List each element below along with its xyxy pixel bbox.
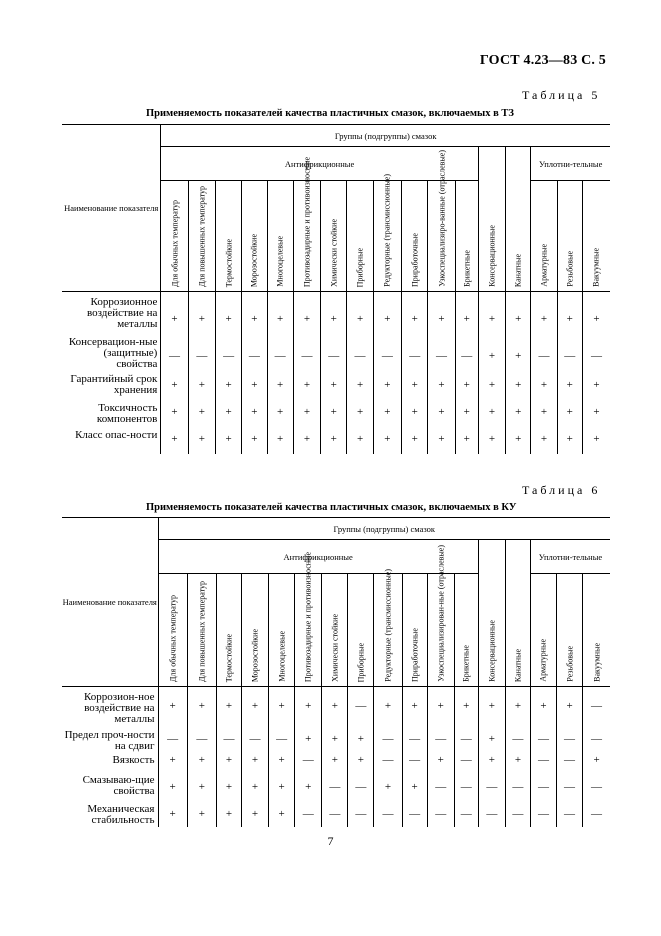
cell-mark: —: [382, 807, 394, 820]
cell-mark: —: [460, 732, 472, 745]
col-header: [583, 574, 610, 687]
cell-mark: +: [277, 405, 284, 418]
cell-mark: —: [409, 349, 421, 362]
cell-mark: +: [593, 405, 600, 418]
cell-mark: +: [438, 313, 445, 325]
cell-mark: +: [411, 313, 418, 325]
cell-mark: +: [251, 753, 259, 766]
cell-mark: +: [225, 405, 232, 418]
col-header: [531, 181, 557, 292]
col-header: [161, 181, 188, 292]
cell-mark: —: [196, 732, 208, 745]
col-header: [506, 147, 531, 292]
cell-mark: —: [196, 349, 208, 362]
table5-label: Таблица 5: [522, 88, 601, 102]
cell-mark: —: [355, 780, 367, 793]
cell-mark: —: [591, 780, 603, 793]
col-header: [402, 181, 428, 292]
column-label: Для повышенных температур: [197, 186, 207, 287]
cell-mark: —: [538, 349, 550, 362]
row-name: Класс опас-ности: [62, 427, 161, 454]
col-header: [530, 574, 556, 687]
cell-mark: —: [436, 349, 448, 362]
cell-mark: +: [463, 432, 470, 445]
groups-header: Группы (подгруппы) смазок: [158, 518, 610, 540]
cell-mark: +: [437, 700, 444, 712]
cell-mark: +: [330, 405, 337, 418]
cell-mark: —: [512, 807, 524, 820]
cell-mark: +: [198, 780, 205, 793]
cell-mark: —: [460, 753, 472, 766]
column-label: Для обычных температур: [170, 200, 179, 287]
cell-mark: —: [223, 349, 235, 362]
cell-mark: —: [537, 732, 549, 745]
col-header: [478, 540, 505, 687]
cell-mark: —: [486, 780, 498, 793]
cell-mark: +: [515, 378, 522, 391]
cell-mark: +: [411, 780, 418, 793]
cell-mark: +: [303, 405, 311, 418]
cell-mark: +: [356, 405, 364, 418]
cell-mark: +: [277, 432, 284, 445]
cell-mark: +: [225, 432, 232, 445]
cell-mark: —: [564, 732, 576, 745]
cell-mark: +: [566, 405, 573, 418]
cell-mark: +: [515, 432, 522, 445]
col-header: [267, 181, 293, 292]
column-label: Редукторные (трансмиссионные): [382, 174, 392, 287]
column-label: Приборные: [356, 642, 366, 682]
cell-mark: +: [540, 313, 548, 325]
row-name: Гарантийный срок хранения: [62, 371, 161, 400]
cell-mark: —: [461, 349, 473, 362]
page-header: ГОСТ 4.23—83 С. 5: [479, 53, 606, 68]
column-label: Вакуумные: [591, 248, 601, 287]
cell-mark: —: [409, 753, 421, 766]
cell-mark: —: [382, 753, 394, 766]
groups-header: Группы (подгруппы) смазок: [161, 125, 610, 147]
cell-mark: +: [330, 432, 337, 445]
cell-mark: +: [169, 780, 176, 793]
cell-mark: —: [564, 349, 576, 362]
cell-mark: —: [167, 732, 179, 745]
column-label: Консервационные: [487, 225, 497, 287]
cell-mark: +: [514, 700, 522, 712]
column-label: Морозостойкие: [250, 628, 260, 682]
cell-mark: +: [169, 753, 176, 766]
cell-mark: +: [331, 732, 338, 745]
column-label: Арматурные: [538, 639, 548, 682]
cell-mark: +: [488, 732, 495, 745]
sealing-header: Уплотни-тельные: [530, 540, 610, 574]
cell-mark: +: [330, 313, 337, 325]
column-label: Канатные: [513, 648, 523, 682]
column-label: Узкоспециализиро-ванные (отраслевые): [437, 150, 447, 287]
column-label: Многоцелевые: [275, 236, 285, 287]
cell-mark: —: [460, 807, 472, 820]
cell-mark: +: [463, 700, 470, 712]
col-header: [187, 574, 216, 687]
cell-mark: —: [435, 807, 447, 820]
table-row: [62, 400, 610, 427]
cell-mark: —: [409, 732, 421, 745]
cell-mark: +: [438, 432, 445, 445]
col-header: [582, 181, 610, 292]
col-header: [478, 147, 505, 292]
table-row: [62, 727, 610, 752]
cell-mark: +: [384, 405, 391, 418]
cell-mark: +: [198, 432, 205, 445]
cell-mark: +: [515, 313, 522, 325]
cell-mark: +: [277, 313, 284, 325]
column-label: Противозадирные и противоизносные: [303, 551, 313, 682]
cell-mark: +: [303, 313, 311, 325]
cell-mark: —: [276, 732, 288, 745]
cell-mark: +: [566, 700, 573, 712]
cell-mark: +: [540, 700, 547, 712]
cell-mark: —: [301, 349, 313, 362]
col-header: [348, 574, 374, 687]
cell-mark: +: [278, 780, 285, 793]
cell-mark: +: [225, 378, 232, 391]
col-header: [557, 574, 583, 687]
page-number: 7: [327, 834, 334, 848]
cell-mark: +: [384, 378, 391, 391]
column-label: Вакуумные: [592, 643, 602, 682]
table-row: [62, 427, 610, 454]
cell-mark: +: [330, 378, 337, 391]
cell-mark: +: [540, 405, 548, 418]
cell-mark: +: [278, 807, 285, 820]
cell-mark: +: [411, 405, 418, 418]
cell-mark: —: [435, 780, 447, 793]
column-label: Резьбовые: [565, 251, 575, 287]
cell-mark: +: [277, 378, 284, 391]
col-header: [321, 181, 347, 292]
cell-mark: +: [411, 432, 418, 445]
table5: [62, 124, 610, 454]
table-row: [62, 772, 610, 801]
cell-mark: —: [354, 349, 366, 362]
cell-mark: —: [590, 349, 602, 362]
table6-title: Применяемость показателей качества пластичных смазок, включаемых в КУ: [146, 502, 517, 513]
column-label: Брикетные: [461, 645, 471, 682]
cell-mark: —: [355, 700, 367, 712]
cell-mark: +: [593, 378, 600, 391]
cell-mark: +: [566, 313, 573, 325]
table-row: [62, 334, 610, 371]
cell-mark: +: [171, 313, 178, 325]
cell-mark: +: [198, 405, 205, 418]
table-row: [62, 371, 610, 400]
cell-mark: +: [411, 378, 418, 391]
column-label: Резьбовые: [565, 646, 575, 682]
column-label: Химически стойкие: [330, 614, 340, 682]
col-header: [295, 551, 322, 687]
row-name: Вязкость: [62, 752, 158, 772]
col-header: [428, 150, 455, 292]
cell-mark: —: [249, 732, 261, 745]
cell-mark: +: [278, 700, 285, 712]
cell-mark: +: [171, 432, 178, 445]
cell-mark: +: [463, 378, 470, 391]
col-header: [505, 540, 530, 687]
cell-mark: —: [460, 780, 472, 793]
cell-mark: +: [593, 753, 600, 766]
col-header: [216, 574, 241, 687]
cell-mark: —: [435, 732, 447, 745]
cell-mark: +: [278, 753, 285, 766]
row-name: Смазываю-щие свойства: [62, 772, 158, 801]
cell-mark: +: [169, 807, 176, 820]
cell-mark: +: [540, 432, 548, 445]
cell-mark: +: [225, 780, 233, 793]
cell-mark: +: [198, 313, 205, 325]
column-label: Приборные: [355, 247, 365, 287]
cell-mark: +: [540, 378, 548, 391]
cell-mark: +: [566, 432, 573, 445]
col-header: [241, 574, 268, 687]
cell-mark: —: [512, 732, 524, 745]
cell-mark: —: [328, 349, 340, 362]
cell-mark: —: [486, 807, 498, 820]
antifriction-header: Антифрикционные: [158, 540, 478, 574]
cell-mark: +: [251, 807, 259, 820]
column-label: Приработочные: [410, 233, 420, 287]
cell-mark: +: [251, 405, 258, 418]
column-label: Для обычных температур: [168, 595, 178, 682]
cell-mark: +: [438, 378, 445, 391]
table6-label: Таблица 6: [522, 483, 601, 497]
row-name: Консервацион-ные (защитные) свойства: [62, 334, 161, 371]
column-label: Морозостойкие: [249, 233, 259, 287]
column-label: Приработочные: [410, 628, 420, 682]
cell-mark: +: [515, 349, 522, 362]
cell-mark: +: [171, 378, 178, 391]
cell-mark: +: [198, 700, 205, 712]
table-row: [62, 687, 610, 727]
row-name: Коррозионное воздействие на металлы: [62, 292, 161, 334]
cell-mark: +: [225, 313, 232, 325]
col-header: [293, 156, 320, 292]
cell-mark: +: [384, 313, 391, 325]
cell-mark: +: [463, 405, 470, 418]
cell-mark: +: [357, 753, 365, 766]
cell-mark: +: [305, 780, 312, 793]
cell-mark: —: [223, 732, 235, 745]
cell-mark: +: [488, 349, 496, 362]
cell-mark: +: [303, 378, 311, 391]
column-label: Арматурные: [539, 244, 549, 287]
cell-mark: —: [302, 807, 314, 820]
cell-mark: —: [382, 732, 394, 745]
cell-mark: +: [357, 732, 365, 745]
cell-mark: +: [356, 378, 364, 391]
column-label: Многоцелевые: [277, 631, 287, 682]
cell-mark: +: [169, 700, 176, 712]
cell-mark: —: [512, 780, 524, 793]
column-label: Консервационные: [487, 620, 497, 682]
col-header: [188, 181, 215, 292]
table-row: [62, 292, 610, 334]
col-header: [269, 574, 295, 687]
col-header: [427, 545, 454, 687]
cell-mark: +: [384, 780, 392, 793]
cell-mark: —: [381, 349, 393, 362]
cell-mark: —: [591, 700, 603, 712]
cell-mark: +: [514, 753, 522, 766]
cell-mark: —: [355, 807, 367, 820]
cell-mark: +: [225, 753, 233, 766]
col-header: [347, 181, 373, 292]
cell-mark: +: [488, 313, 496, 325]
cell-mark: +: [488, 405, 496, 418]
cell-mark: +: [251, 780, 259, 793]
column-label: Канатные: [513, 253, 523, 287]
cell-mark: +: [303, 432, 311, 445]
cell-mark: +: [356, 313, 364, 325]
row-name: Предел проч-ности на сдвиг: [62, 727, 158, 752]
col-header: [374, 569, 402, 687]
cell-mark: —: [537, 807, 549, 820]
cell-mark: +: [225, 807, 233, 820]
column-label: Химически стойкие: [329, 219, 339, 287]
cell-mark: —: [564, 807, 576, 820]
cell-mark: +: [488, 700, 495, 712]
cell-mark: +: [251, 313, 258, 325]
table-row: [62, 752, 610, 772]
cell-mark: +: [198, 753, 205, 766]
cell-mark: +: [331, 700, 338, 712]
column-label: Брикетные: [462, 250, 472, 287]
cell-mark: +: [251, 700, 259, 712]
cell-mark: +: [566, 378, 573, 391]
cell-mark: +: [384, 700, 392, 712]
cell-mark: —: [329, 780, 341, 793]
cell-mark: —: [591, 732, 603, 745]
cell-mark: +: [171, 405, 178, 418]
col-header: [373, 174, 401, 292]
col-header: [455, 181, 478, 292]
col-header: [216, 181, 242, 292]
cell-mark: +: [305, 700, 312, 712]
sealing-header: Уплотни-тельные: [531, 147, 610, 181]
cell-mark: +: [198, 807, 205, 820]
cell-mark: +: [251, 378, 258, 391]
cell-mark: +: [437, 753, 444, 766]
cell-mark: +: [225, 700, 233, 712]
cell-mark: —: [329, 807, 341, 820]
name-column-header: Наименование показателя: [62, 518, 158, 687]
cell-mark: —: [591, 807, 603, 820]
col-header: [322, 574, 348, 687]
cell-mark: +: [251, 432, 258, 445]
column-label: Узкоспециализирован-ные (отраслевые): [436, 545, 446, 682]
cell-mark: +: [384, 432, 391, 445]
cell-mark: —: [169, 349, 180, 362]
cell-mark: +: [488, 378, 496, 391]
cell-mark: +: [305, 732, 312, 745]
table6: [62, 517, 610, 827]
cell-mark: —: [537, 753, 549, 766]
cell-mark: —: [302, 753, 314, 766]
table5-title: Применяемость показателей качества пластичных смазок, включаемых в ТЗ: [146, 108, 514, 119]
col-header: [454, 574, 478, 687]
cell-mark: +: [488, 753, 495, 766]
column-label: Термостойкие: [224, 238, 234, 287]
column-label: Термостойкие: [224, 633, 234, 682]
cell-mark: +: [331, 753, 338, 766]
row-name: Механическая стабильность: [62, 801, 158, 827]
cell-mark: —: [564, 780, 576, 793]
cell-mark: —: [537, 780, 549, 793]
col-header: [242, 181, 267, 292]
name-column-header: Наименование показателя: [62, 125, 161, 292]
cell-mark: +: [438, 405, 445, 418]
cell-mark: +: [463, 313, 470, 325]
col-header: [402, 574, 427, 687]
column-label: Противозадирные и противоизносные: [302, 156, 312, 287]
column-label: Редукторные (трансмиссионные): [383, 569, 393, 682]
cell-mark: +: [356, 432, 364, 445]
cell-mark: —: [564, 753, 576, 766]
col-header: [158, 574, 187, 687]
row-name: Токсичность компонентов: [62, 400, 161, 427]
col-header: [557, 181, 582, 292]
cell-mark: —: [409, 807, 421, 820]
cell-mark: +: [411, 700, 418, 712]
cell-mark: —: [274, 349, 286, 362]
cell-mark: +: [488, 432, 496, 445]
antifriction-header: Антифрикционные: [161, 147, 478, 181]
cell-mark: +: [198, 378, 205, 391]
row-name: Коррозион-ное воздействие на металлы: [62, 687, 158, 727]
cell-mark: —: [248, 349, 260, 362]
column-label: Для повышенных температур: [197, 581, 207, 682]
table-row: [62, 801, 610, 827]
cell-mark: +: [515, 405, 522, 418]
cell-mark: +: [593, 313, 600, 325]
cell-mark: +: [593, 432, 600, 445]
